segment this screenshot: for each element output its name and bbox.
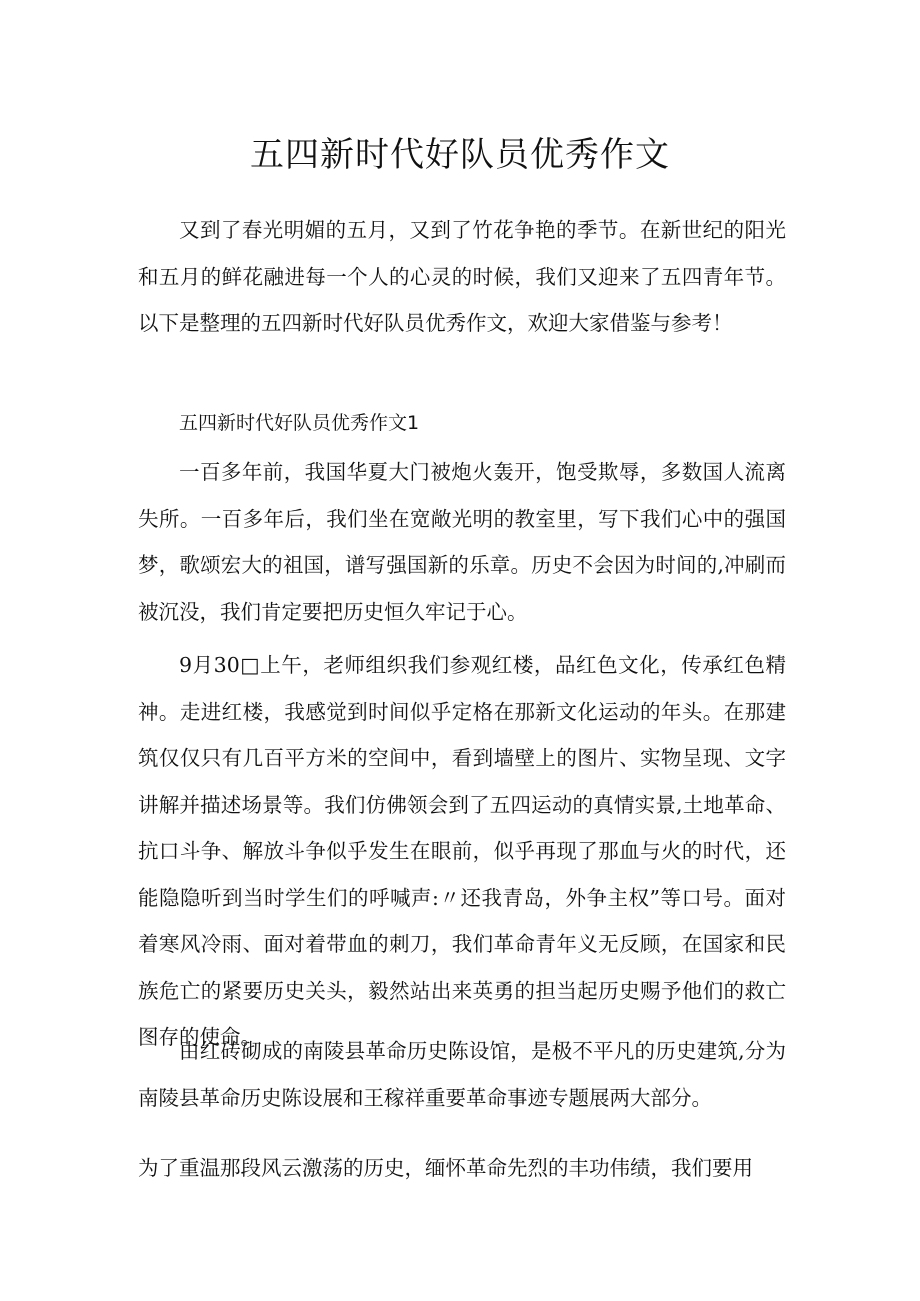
- intro-paragraph: 又到了春光明媚的五月，又到了竹花争艳的季节。在新世纪的阳光和五月的鲜花融进每一个人的心灵的时候，我们又迎来了五四青年节。以下是整理的五四新时代好队员优秀作文，欢迎大家借鉴与参考！: [138, 218, 786, 335]
- paragraph-2: 9月30□上午，老师组织我们参观红楼，品红色文化，传承红色精神。走进红楼，我感觉到时间似乎定格在那新文化运动的年头。在那建筑仅仅只有几百平方米的空间中，看到墙壁上的图片、实物呈现、文字讲解并描述场景等。我们仿佛领会到了五四运动的真情实景,土地革命、抗口斗争、解放斗争似乎发生在眼前，似乎再现了那血与火的时代，还能隐隐听到当时学生们的呼喊声:〃还我青岛，外争主权”等口号。面对着寒风冷雨、面对着带血的刺刀，我们革命青年义无反顾，在国家和民族危亡的紧要历史关头，毅然站出来英勇的担当起历史赐予他们的救亡图存的使命。: [138, 653, 786, 1049]
- paragraph-1: 一百多年前，我国华夏大门被炮火轰开，饱受欺辱，多数国人流离失所。一百多年后，我们坐在宽敞光明的教室里，写下我们心中的强国梦，歌颂宏大的祖国，谱写强国新的乐章。历史不会因为时间的,冲刷而被沉没，我们肯定要把历史恒久牢记于心。: [138, 460, 786, 624]
- paragraph-3: 由红砖砌成的南陵县革命历史陈设馆，是极不平凡的历史建筑,分为南陵县革命历史陈设展和王稼祥重要革命事迹专题展两大部分。: [138, 1039, 786, 1110]
- document-title: 五四新时代好队员优秀作文: [250, 135, 670, 175]
- paragraph-4: 为了重温那段风云激荡的历史，缅怀革命先烈的丰功伟绩，我们要用: [138, 1156, 753, 1180]
- essay-heading: 五四新时代好队员优秀作文1: [179, 412, 420, 434]
